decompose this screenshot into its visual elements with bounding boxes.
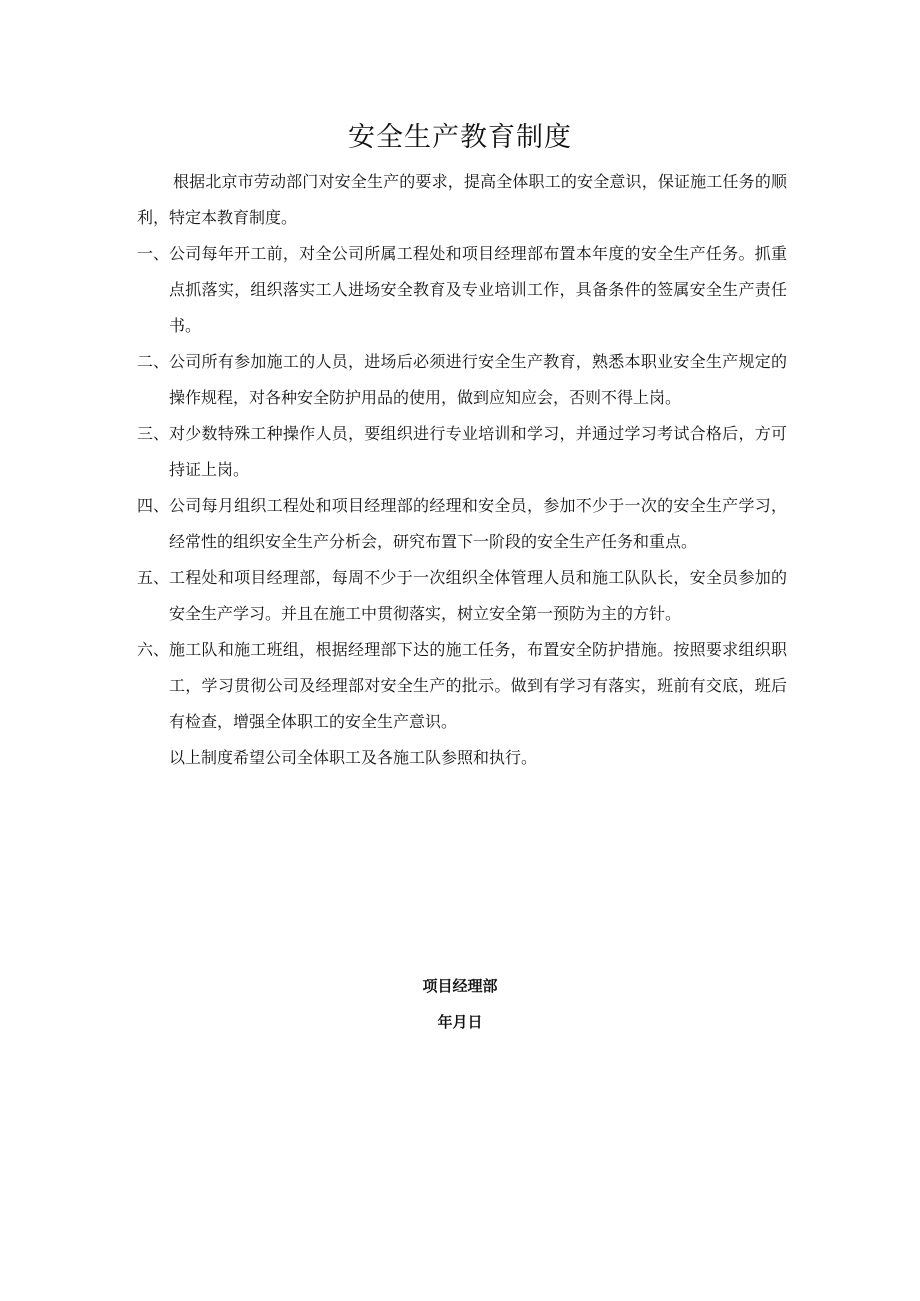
list-item-number: 六、 [137,640,170,659]
signature-date: 年月日 [437,1013,483,1031]
list-item-number: 一、 [137,244,170,263]
list-item [137,344,787,416]
list-item-number: 三、 [137,424,170,443]
list-item [137,488,787,560]
intro-paragraph: 根据北京市劳动部门对安全生产的要求，提高全体职工的安全意识，保证施工任务的顺利，特定本教育制度。 [137,172,787,227]
list-item-text: 对少数特殊工种操作人员，要组织进行专业培训和学习，并通过学习考试合格后，方可持证上岗。 [169,424,787,479]
list-item-number: 四、 [137,496,170,515]
closing-paragraph: 以上制度希望公司全体职工及各施工队参照和执行。 [169,748,538,767]
list-item-text: 公司每月组织工程处和项目经理部的经理和安全员，参加不少于一次的安全生产学习，经常性的组织安全生产分析会，研究布置下一阶段的安全生产任务和重点。 [169,496,787,551]
list-item-text: 公司每年开工前，对全公司所属工程处和项目经理部布置本年度的安全生产任务。抓重点抓落实，组织落实工人进场安全教育及专业培训工作，具备条件的签属安全生产责任书。 [169,244,787,335]
signature-org: 项目经理部 [422,977,498,995]
list-item [137,632,787,740]
list-item [137,416,787,488]
list-item-number: 二、 [137,352,170,371]
list-item-text: 施工队和施工班组，根据经理部下达的施工任务，布置安全防护措施。按照要求组织职工，学习贯彻公司及经理部对安全生产的批示。做到有学习有落实，班前有交底，班后有检查，增强全体职工的安全生产意识。 [169,640,787,731]
document-body [137,164,787,776]
list-item [137,236,787,344]
list-item-text: 工程处和项目经理部，每周不少于一次组织全体管理人员和施工队队长，安全员参加的安全生产学习。并且在施工中贯彻落实，树立安全第一预防为主的方针。 [169,568,787,623]
list-item-text: 公司所有参加施工的人员，进场后必须进行安全生产教育，熟悉本职业安全生产规定的操作规程，对各种安全防护用品的使用，做到应知应会，否则不得上岗。 [169,352,787,407]
document-title: 安全生产教育制度 [348,122,572,153]
list-item-number: 五、 [137,568,170,587]
list-item [137,560,787,632]
